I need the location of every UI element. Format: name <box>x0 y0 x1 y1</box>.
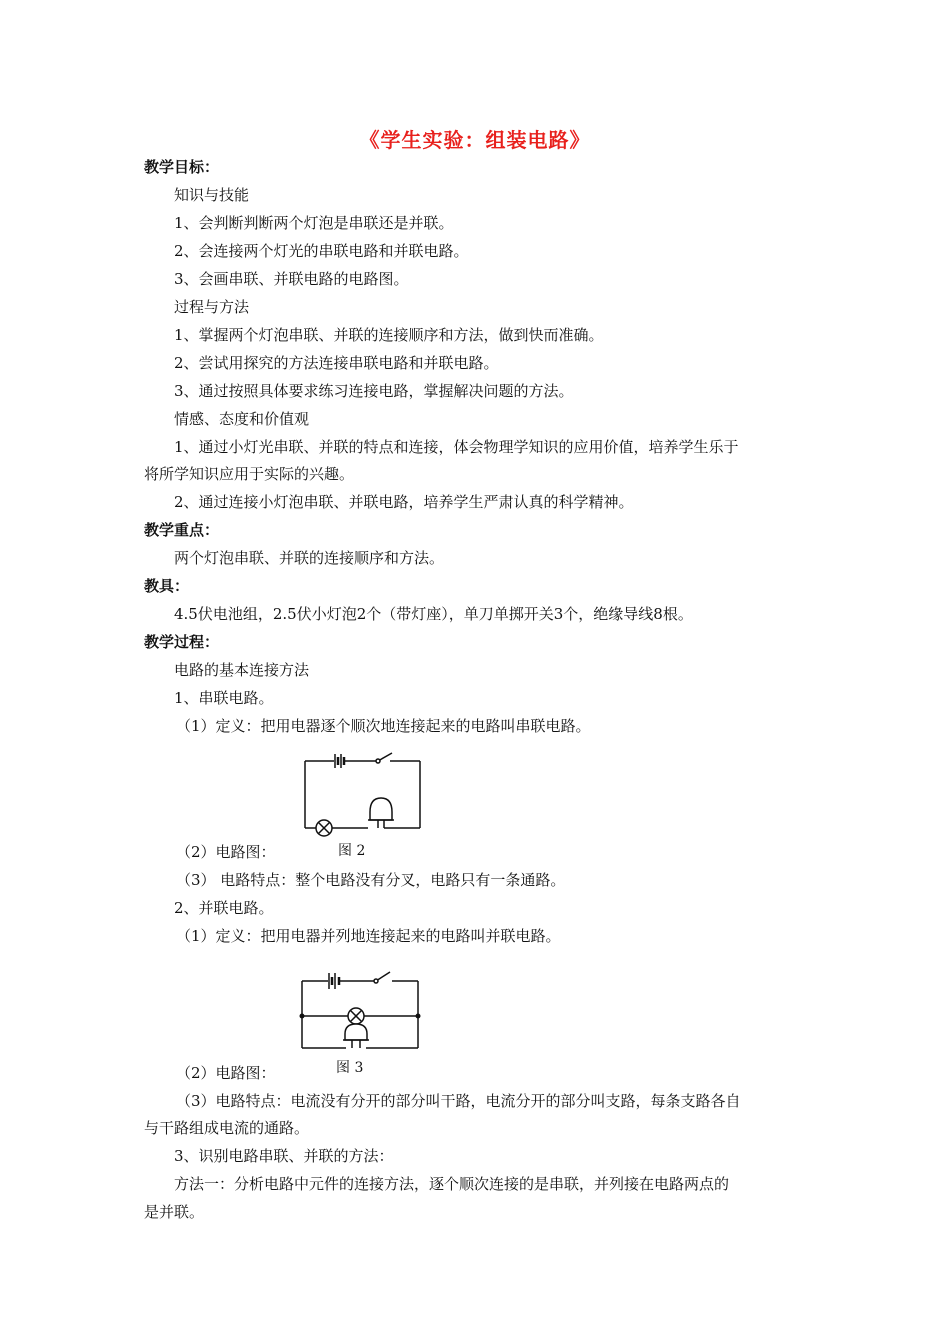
process-item: 2、尝试用探究的方法连接串联电路和并联电路。 <box>174 354 499 372</box>
document-title: 《学生实验：组装电路》 <box>359 128 591 152</box>
figure-2-caption: 图 2 <box>338 843 366 859</box>
bell-icon <box>343 1024 369 1048</box>
bell-icon <box>368 798 395 828</box>
process-heading: 教学过程： <box>144 633 220 651</box>
parallel-title: 2、并联电路。 <box>174 899 274 917</box>
emotion-label: 情感、态度和价值观 <box>174 410 310 428</box>
key-point-heading: 教学重点： <box>144 521 220 539</box>
knowledge-item: 1、会判断判断两个灯泡是串联还是并联。 <box>174 214 454 232</box>
knowledge-item: 2、会连接两个灯光的串联电路和并联电路。 <box>174 242 469 260</box>
switch-icon <box>374 972 390 983</box>
battery-icon <box>335 754 344 768</box>
emotion-item-line2: 将所学知识应用于实际的兴趣。 <box>144 465 355 483</box>
series-circuit-diagram <box>300 752 430 862</box>
process-item: 1、掌握两个灯泡串联、并联的连接顺序和方法，做到快而准确。 <box>174 326 604 344</box>
parallel-definition: （1）定义：把用电器并列地连接起来的电路叫并联电路。 <box>176 927 561 945</box>
series-feature: （3） 电路特点：整个电路没有分叉，电路只有一条通路。 <box>176 871 566 889</box>
parallel-diagram-label: （2）电路图： <box>176 1064 276 1082</box>
series-diagram-label: （2）电路图： <box>176 843 276 861</box>
lamp-icon <box>348 1008 364 1024</box>
process-item: 3、通过按照具体要求练习连接电路，掌握解决问题的方法。 <box>174 382 574 400</box>
series-title: 1、串联电路。 <box>174 689 274 707</box>
emotion-item: 2、通过连接小灯泡串联、并联电路，培养学生严肃认真的科学精神。 <box>174 493 634 511</box>
emotion-item-line1: 1、通过小灯光串联、并联的特点和连接，体会物理学知识的应用价值，培养学生乐于 <box>174 438 739 456</box>
process-label: 过程与方法 <box>174 298 250 316</box>
goals-heading: 教学目标： <box>144 158 220 176</box>
figure-3-caption: 图 3 <box>336 1060 364 1076</box>
battery-icon <box>329 973 339 989</box>
identify-title: 3、识别电路串联、并联的方法： <box>174 1147 394 1165</box>
series-definition: （1）定义：把用电器逐个顺次地连接起来的电路叫串联电路。 <box>176 717 591 735</box>
identify-method1-line1: 方法一：分析电路中元件的连接方法，逐个顺次连接的是串联，并列接在电路两点的 <box>174 1175 730 1193</box>
lamp-icon <box>316 820 332 836</box>
process-intro: 电路的基本连接方法 <box>174 661 310 679</box>
key-point-text: 两个灯泡串联、并联的连接顺序和方法。 <box>174 549 445 567</box>
tools-heading: 教具： <box>144 577 190 595</box>
knowledge-item: 3、会画串联、并联电路的电路图。 <box>174 270 409 288</box>
identify-method1-line2: 是并联。 <box>144 1203 205 1221</box>
parallel-feature-line1: （3）电路特点：电流没有分开的部分叫干路，电流分开的部分叫支路，每条支路各自 <box>176 1092 741 1110</box>
parallel-circuit-diagram <box>296 968 426 1080</box>
knowledge-label: 知识与技能 <box>174 186 250 204</box>
parallel-feature-line2: 与干路组成电流的通路。 <box>144 1119 310 1137</box>
tools-text: 4.5伏电池组，2.5伏小灯泡2个（带灯座），单刀单掷开关3个，绝缘导线8根。 <box>174 605 693 623</box>
switch-icon <box>376 753 392 763</box>
